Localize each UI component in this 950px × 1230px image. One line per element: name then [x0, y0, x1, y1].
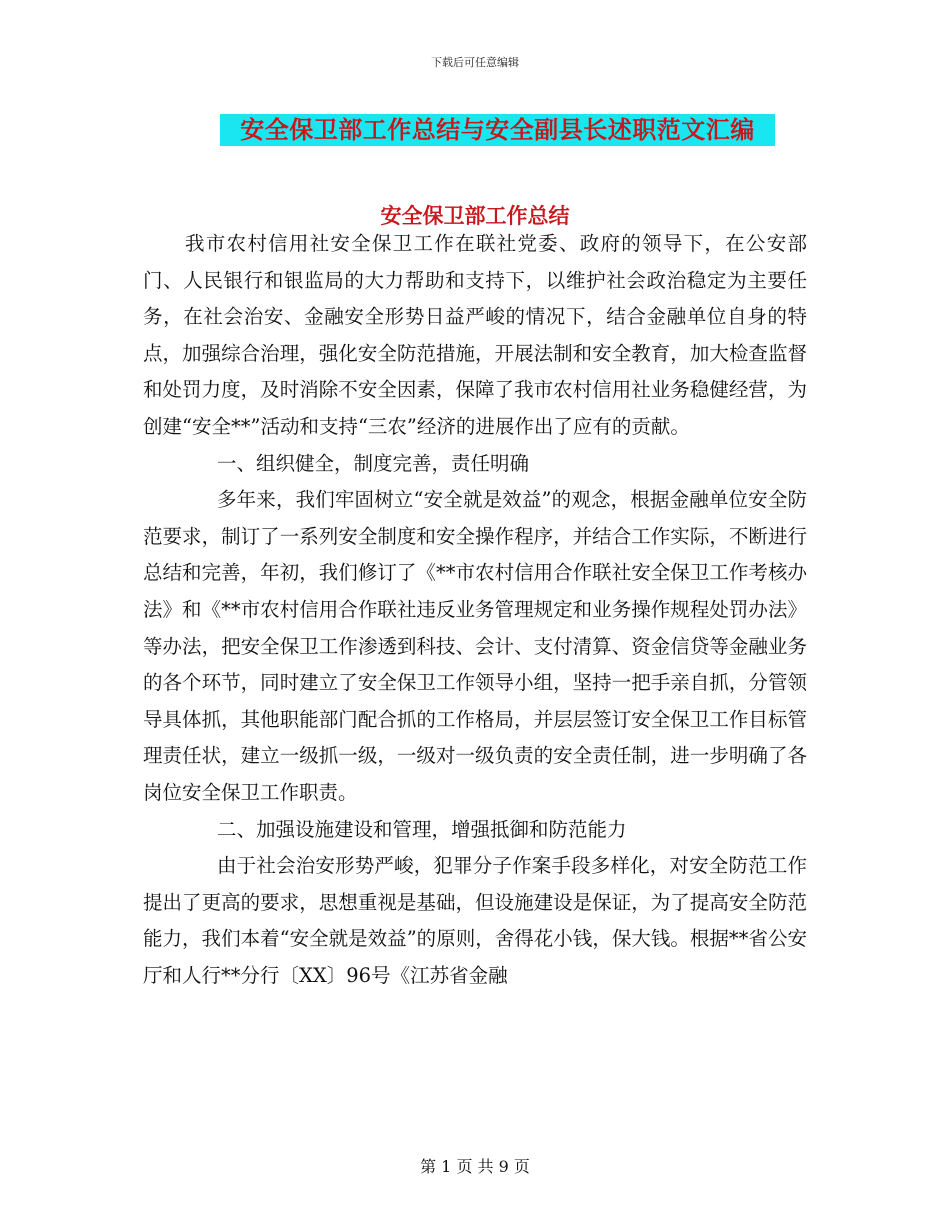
subheading-1: 一、组织健全，制度完善，责任明确	[217, 451, 530, 475]
document-title: 安全保卫部工作总结与安全副县长述职范文汇编	[220, 114, 775, 146]
section-title: 安全保卫部工作总结	[380, 203, 570, 228]
subheading-2: 二、加强设施建设和管理，增强抵御和防范能力	[217, 817, 627, 841]
page-header-note: 下载后可任意编辑	[431, 56, 519, 69]
page-footer: 第 1 页 共 9 页	[420, 1157, 530, 1176]
body-paragraph-1: 多年来，我们牢固树立“安全就是效益”的观念，根据金融单位安全防范要求，制订了一系列安全制度和安全操作程序，并结合工作实际，不断进行总结和完善，年初，我们修订了《**市农村信用合作联社安全保卫工作考核办法》和《**市农村信用合作联社违反业务管理规定和业务操作规程处罚办法》等办法，把安全保卫工作渗透到科技、会计、支付清算、资金信贷等金融业务的各个环节，同时建立了安全保卫工作领导小组，坚持一把手亲自抓，分管领导具体抓，其他职能部门配合抓的工作格局，并层层签订安全保卫工作目标管理责任状，建立一级抓一级，一级对一级负责的安全责任制，进一步明确了各岗位安全保卫工作职责。	[143, 488, 807, 804]
document-body	[143, 226, 807, 994]
intro-paragraph: 我市农村信用社安全保卫工作在联社党委、政府的领导下，在公安部门、人民银行和银监局的大力帮助和支持下，以维护社会政治稳定为主要任务，在社会治安、金融安全形势日益严峻的情况下，结合金融单位自身的特点，加强综合治理，强化安全防范措施，开展法制和安全教育，加大检查监督和处罚力度，及时消除不安全因素，保障了我市农村信用社业务稳健经营，为创建“安全**”活动和支持“三农”经济的进展作出了应有的贡献。	[143, 232, 807, 438]
body-paragraph-2: 由于社会治安形势严峻，犯罪分子作案手段多样化，对安全防范工作提出了更高的要求，思想重视是基础，但设施建设是保证，为了提高安全防范能力，我们本着“安全就是效益”的原则，舍得花小钱，保大钱。根据**省公安厅和人行**分行〔XX〕96号《江苏省金融	[143, 854, 807, 987]
